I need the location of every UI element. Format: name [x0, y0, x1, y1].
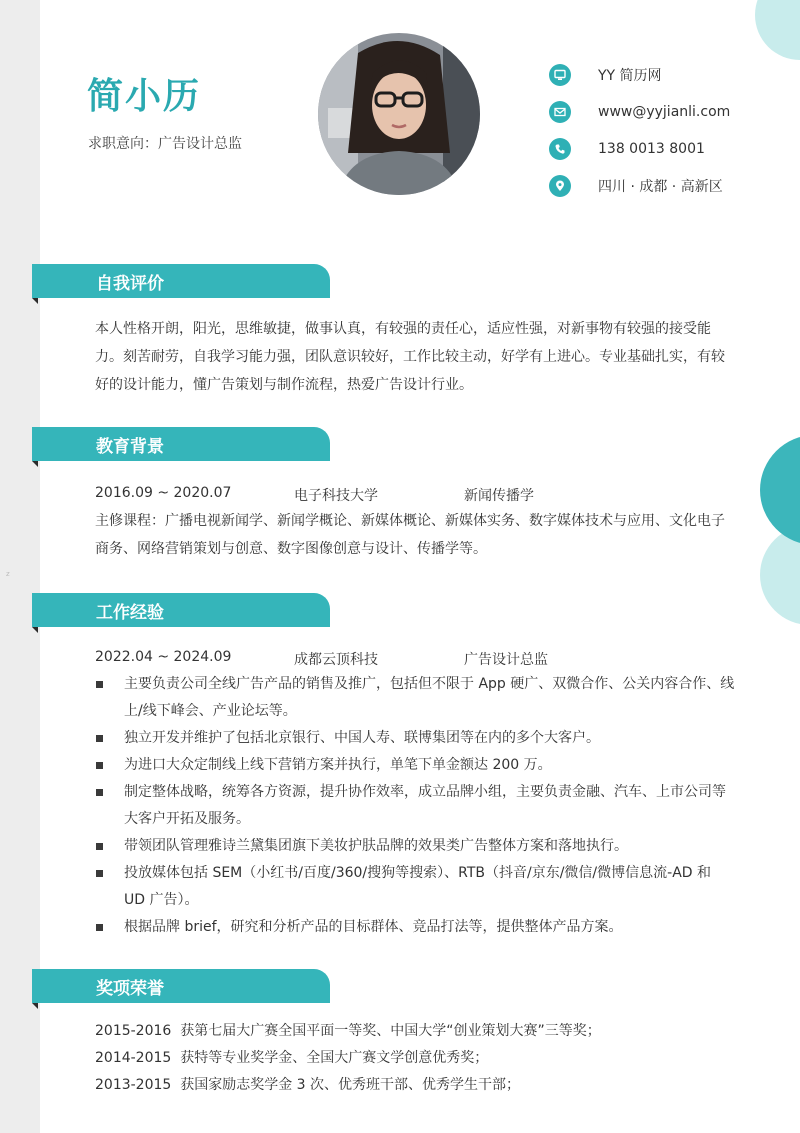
- section-title: 工作经验: [96, 603, 164, 623]
- band-fold: [32, 627, 38, 633]
- section-title-band: [32, 969, 330, 1003]
- band-fold: [32, 461, 38, 467]
- candidate-name: 简小历: [87, 76, 202, 117]
- list-item: 2013-2015 获国家励志奖学金 3 次、优秀班干部、优秀学生干部；: [95, 1077, 521, 1093]
- contact-phone-text: 138 0013 8001: [598, 140, 705, 157]
- contact-location-text: 四川 · 成都 · 高新区: [598, 178, 723, 195]
- job-intent: 求职意向：广告设计总监: [88, 136, 242, 152]
- contact-phone: [549, 130, 730, 167]
- section-awards: [32, 969, 330, 1009]
- list-item: 带领团队管理雅诗兰黛集团旗下美妆护肤品牌的效果类广告整体方案和落地执行。: [95, 833, 735, 860]
- contact-list: [549, 56, 730, 204]
- monitor-icon: [549, 64, 571, 86]
- section-self-evaluation: [32, 264, 330, 304]
- work-company: 成都云顶科技: [294, 652, 378, 668]
- phone-icon: [549, 138, 571, 160]
- contact-email: [549, 93, 730, 130]
- section-title: 自我评价: [96, 274, 164, 294]
- left-sidebar-strip: [0, 0, 40, 1133]
- band-fold: [32, 298, 38, 304]
- list-item: 为进口大众定制线上线下营销方案并执行，单笔下单金额达 200 万。: [95, 752, 735, 779]
- location-icon: [549, 175, 571, 197]
- education-courses: 主修课程：广播电视新闻学、新闻学概论、新媒体概论、新媒体实务、数字媒体技术与应用、文化电子商务、网络营销策划与创意、数字图像创意与设计、传播学等。: [95, 513, 725, 557]
- list-item: 投放媒体包括 SEM（小红书/百度/360/搜狗等搜索）、RTB（抖音/京东/微信/微博信息流-AD 和 UD 广告）。: [95, 860, 735, 914]
- work-position: 广告设计总监: [464, 652, 548, 668]
- contact-location: [549, 167, 730, 204]
- decor-circle-top: [755, 0, 800, 60]
- section-title-band: [32, 427, 330, 461]
- mail-icon: [549, 101, 571, 123]
- contact-email-text: www@yyjianli.com: [598, 103, 731, 120]
- awards-list: [95, 1018, 601, 1099]
- list-item: 制定整体战略，统筹各方资源，提升协作效率，成立品牌小组，主要负责金融、汽车、上市公司等大客户开拓及服务。: [95, 779, 735, 833]
- education-period: 2016.09 ~ 2020.07: [95, 485, 232, 501]
- contact-website-text: YY 简历网: [598, 67, 662, 84]
- contact-website: [549, 56, 730, 93]
- section-title: 奖项荣誉: [96, 979, 164, 999]
- self-evaluation-text: 本人性格开朗，阳光，思维敏捷，做事认真，有较强的责任心，适应性强，对新事物有较强的接受能力。刻苦耐劳，自我学习能力强，团队意识较好，工作比较主动，好学有上进心。专业基础扎实，有较好的设计能力，懂广告策划与制作流程，热爱广告设计行业。: [95, 321, 725, 393]
- profile-photo: [318, 33, 480, 195]
- list-item: 根据品牌 brief，研究和分析产品的目标群体、竞品打法等，提供整体产品方案。: [95, 914, 735, 941]
- section-title-band: [32, 264, 330, 298]
- list-item: 2014-2015 获特等专业奖学金、全国大广赛文学创意优秀奖；: [95, 1050, 489, 1066]
- section-work: [32, 593, 330, 633]
- section-education: [32, 427, 330, 467]
- band-fold: [32, 1003, 38, 1009]
- education-school: 电子科技大学: [294, 488, 378, 504]
- work-duties: [95, 671, 735, 941]
- work-period: 2022.04 ~ 2024.09: [95, 649, 232, 665]
- sidebar-mark: z: [6, 570, 10, 578]
- decor-circle-teal: [760, 435, 800, 545]
- list-item: 主要负责公司全线广告产品的销售及推广，包括但不限于 App 硬广、双微合作、公关内容合作、线上/线下峰会、产业论坛等。: [95, 671, 735, 725]
- list-item: 独立开发并维护了包括北京银行、中国人寿、联博集团等在内的多个大客户。: [95, 725, 735, 752]
- section-title-band: [32, 593, 330, 627]
- section-title: 教育背景: [96, 437, 164, 457]
- list-item: 2015-2016 获第七届大广赛全国平面一等奖、中国大学“创业策划大赛”三等奖；: [95, 1023, 601, 1039]
- education-major: 新闻传播学: [464, 488, 534, 504]
